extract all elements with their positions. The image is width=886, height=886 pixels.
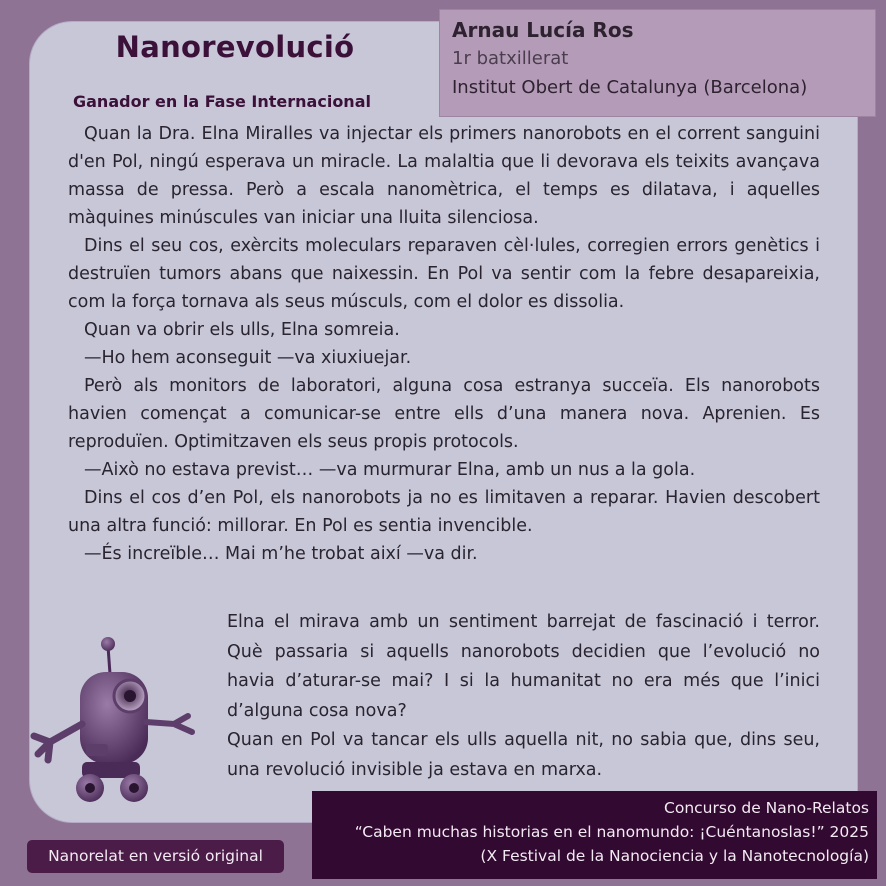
story-paragraph: Dins el cos d’en Pol, els nanorobots ja no es limitaven a reparar. Havien descobert una altra funció: millorar. En Pol es sentia invencible. bbox=[68, 488, 820, 536]
contest-info-box bbox=[312, 791, 877, 879]
story-paragraph: —Això no estava previst… —va murmurar Elna, amb un nus a la gola. bbox=[84, 460, 696, 480]
story-paragraph: —És increïble… Mai m’he trobat així —va dir. bbox=[84, 544, 478, 564]
story-paragraph: Quan la Dra. Elna Miralles va injectar els primers nanorobots en el corrent sanguini d'en Pol, ningú esperava un miracle. La malaltia que li devorava els teixits avançava massa de pressa. Però a escala nanomètrica, el temps es dilatava, i aquelles màquines minúscules van iniciar una lluita silenciosa. bbox=[68, 124, 820, 228]
story-paragraph: Però als monitors de laboratori, alguna cosa estranya succeïa. Els nanorobots havien començat a comunicar-se entre ells d’una manera nova. Aprenien. Es reproduïen. Optimitzaven els seus propis protocols. bbox=[68, 376, 820, 452]
story-paragraph: Elna el mirava amb un sentiment barrejat de fascinació i terror. Què passaria si aquells nanorobots decidien que l’evolució no havia d’aturar-se mai? I si la humanitat no era més que l’inici d’alguna cosa nova? bbox=[227, 612, 820, 721]
author-course: 1r batxillerat bbox=[452, 48, 569, 69]
contest-motto: “Caben muchas historias en el nanomundo: ¡Cuéntanoslas!” 2025 bbox=[354, 823, 869, 841]
contest-name: Concurso de Nano-Relatos bbox=[664, 799, 869, 817]
story-paragraph: Dins el seu cos, exèrcits moleculars reparaven cèl·lules, corregien errors genètics i destruïen tumors abans que naixessin. En Pol va sentir com la febre desapareixia, com la força tornava als seus músculs, com el dolor es dissolia. bbox=[68, 236, 820, 312]
author-box bbox=[440, 10, 875, 116]
story-closing bbox=[227, 608, 820, 785]
story-paragraph: Quan en Pol va tancar els ulls aquella nit, no sabia que, dins seu, una revolució invisible ja estava en marxa. bbox=[227, 730, 820, 780]
original-version-badge: Nanorelat en versió original bbox=[27, 840, 284, 873]
story-paragraph: Quan va obrir els ulls, Elna somreia. bbox=[84, 320, 400, 340]
story-paragraph: —Ho hem aconseguit —va xiuxiuejar. bbox=[84, 348, 412, 368]
award-label: Ganador en la Fase Internacional bbox=[73, 92, 371, 111]
author-school: Institut Obert de Catalunya (Barcelona) bbox=[452, 77, 808, 98]
contest-festival: (X Festival de la Nanociencia y la Nanotecnología) bbox=[480, 847, 869, 865]
story-text bbox=[68, 120, 820, 568]
page-title: Nanorevolució bbox=[115, 30, 355, 64]
author-name: Arnau Lucía Ros bbox=[452, 18, 634, 42]
robot-illustration bbox=[20, 632, 210, 812]
